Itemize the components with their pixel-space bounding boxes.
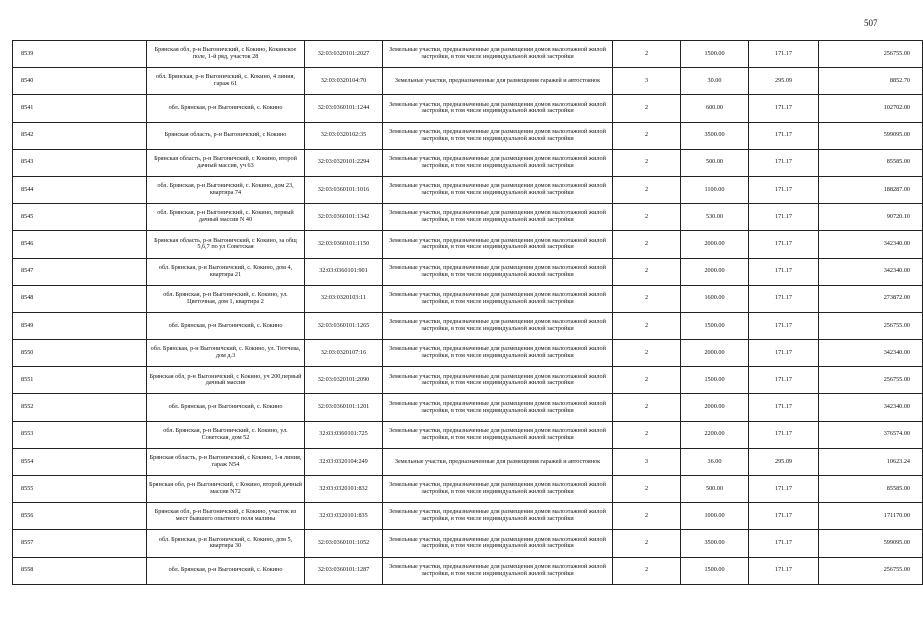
- specific-value-cell: 171.17: [749, 231, 819, 258]
- cadastral-value-cell: 342340.00: [819, 340, 923, 367]
- row-number-cell: 8548: [13, 285, 147, 312]
- group-cell: 2: [613, 421, 681, 448]
- group-cell: 2: [613, 340, 681, 367]
- address-cell: обл. Брянская, р-н Выгоничский, с. Кокино: [147, 557, 305, 584]
- table-body: [13, 41, 923, 585]
- cadastral-number-cell: 32:03:0360101:1201: [305, 394, 383, 421]
- cadastral-value-cell: 342340.00: [819, 231, 923, 258]
- cadastral-value-cell: 171170.00: [819, 503, 923, 530]
- cadastral-value-cell: 256755.00: [819, 557, 923, 584]
- area-cell: 1100.00: [681, 176, 749, 203]
- permitted-use-cell: Земельные участки, предназначенные для размещения гаражей и автостоянок: [383, 68, 613, 95]
- address-cell: Брянская обл, р-н Выгоничский, с Кокино, участок из мест бывшего опытного поля малины: [147, 503, 305, 530]
- group-cell: 2: [613, 204, 681, 231]
- row-number-cell: 8552: [13, 394, 147, 421]
- cadastral-value-table: [12, 40, 923, 585]
- specific-value-cell: 171.17: [749, 340, 819, 367]
- page-number: 507: [864, 18, 878, 28]
- cadastral-value-cell: 85585.00: [819, 476, 923, 503]
- table-row: [13, 448, 923, 475]
- address-cell: обл. Брянская, р-н Выгоничский, с. Кокино, ул. Тютчева, дом д.3: [147, 340, 305, 367]
- area-cell: 600.00: [681, 95, 749, 122]
- cadastral-value-cell: 90720.10: [819, 204, 923, 231]
- group-cell: 2: [613, 258, 681, 285]
- address-cell: Брянская обл, р-н Выгоничский, с Кокино, уч 200,первый дачный массив: [147, 367, 305, 394]
- row-number-cell: 8539: [13, 41, 147, 68]
- area-cell: 30.00: [681, 68, 749, 95]
- address-cell: обл. Брянская, р-н Выгоничский, с. Кокино: [147, 312, 305, 339]
- permitted-use-cell: Земельные участки, предназначенные для размещения домов малоэтажной жилой застройки, в том числе индивидуальной жилой застройки: [383, 503, 613, 530]
- table-row: [13, 503, 923, 530]
- row-number-cell: 8553: [13, 421, 147, 448]
- address-cell: обл. Брянская, р-н Выгоничский, с. Кокино, дом 4, квартира 21: [147, 258, 305, 285]
- permitted-use-cell: Земельные участки, предназначенные для размещения домов малоэтажной жилой застройки, в том числе индивидуальной жилой застройки: [383, 557, 613, 584]
- specific-value-cell: 171.17: [749, 367, 819, 394]
- specific-value-cell: 171.17: [749, 557, 819, 584]
- area-cell: 2000.00: [681, 394, 749, 421]
- area-cell: 3500.00: [681, 530, 749, 557]
- area-cell: 1500.00: [681, 312, 749, 339]
- permitted-use-cell: Земельные участки, предназначенные для размещения домов малоэтажной жилой застройки, в том числе индивидуальной жилой застройки: [383, 95, 613, 122]
- table-row: [13, 394, 923, 421]
- cadastral-value-cell: 8852.70: [819, 68, 923, 95]
- row-number-cell: 8555: [13, 476, 147, 503]
- row-number-cell: 8547: [13, 258, 147, 285]
- area-cell: 1000.00: [681, 503, 749, 530]
- cadastral-number-cell: 32:03:0320101:2027: [305, 41, 383, 68]
- area-cell: 500.00: [681, 476, 749, 503]
- group-cell: 2: [613, 41, 681, 68]
- specific-value-cell: 171.17: [749, 176, 819, 203]
- permitted-use-cell: Земельные участки, предназначенные для размещения домов малоэтажной жилой застройки, в том числе индивидуальной жилой застройки: [383, 231, 613, 258]
- area-cell: 500.00: [681, 149, 749, 176]
- permitted-use-cell: Земельные участки, предназначенные для размещения домов малоэтажной жилой застройки, в том числе индивидуальной жилой застройки: [383, 149, 613, 176]
- row-number-cell: 8557: [13, 530, 147, 557]
- area-cell: 36.00: [681, 448, 749, 475]
- cadastral-number-cell: 32:03:0360101:1244: [305, 95, 383, 122]
- permitted-use-cell: Земельные участки, предназначенные для размещения гаражей и автостоянок: [383, 448, 613, 475]
- permitted-use-cell: Земельные участки, предназначенные для размещения домов малоэтажной жилой застройки, в том числе индивидуальной жилой застройки: [383, 476, 613, 503]
- permitted-use-cell: Земельные участки, предназначенные для размещения домов малоэтажной жилой застройки, в том числе индивидуальной жилой застройки: [383, 176, 613, 203]
- cadastral-value-cell: 102702.00: [819, 95, 923, 122]
- area-cell: 2000.00: [681, 340, 749, 367]
- permitted-use-cell: Земельные участки, предназначенные для размещения домов малоэтажной жилой застройки, в том числе индивидуальной жилой застройки: [383, 204, 613, 231]
- area-cell: 3500.00: [681, 122, 749, 149]
- cadastral-value-cell: 256755.00: [819, 312, 923, 339]
- group-cell: 2: [613, 122, 681, 149]
- group-cell: 2: [613, 149, 681, 176]
- area-cell: 2200.00: [681, 421, 749, 448]
- table-row: [13, 95, 923, 122]
- address-cell: обл. Брянская, р-н Выгоничский, с. Кокино, 4 линия, гараж 61: [147, 68, 305, 95]
- row-number-cell: 8550: [13, 340, 147, 367]
- row-number-cell: 8556: [13, 503, 147, 530]
- row-number-cell: 8545: [13, 204, 147, 231]
- specific-value-cell: 171.17: [749, 258, 819, 285]
- cadastral-number-cell: 32:03:0320101:2294: [305, 149, 383, 176]
- group-cell: 3: [613, 68, 681, 95]
- cadastral-number-cell: 32:03:0320101:835: [305, 503, 383, 530]
- cadastral-number-cell: 32:03:0360101:1150: [305, 231, 383, 258]
- address-cell: обл. Брянская, р-н Выгоничский, с. Кокино, ул. Цветочная, дом 1, квартира 2: [147, 285, 305, 312]
- row-number-cell: 8558: [13, 557, 147, 584]
- permitted-use-cell: Земельные участки, предназначенные для размещения домов малоэтажной жилой застройки, в том числе индивидуальной жилой застройки: [383, 340, 613, 367]
- address-cell: Брянская обл, р-н Выгоничский, с Кокино, Кокинское поле, 1-й ряд, участок 28: [147, 41, 305, 68]
- table-row: [13, 421, 923, 448]
- cadastral-number-cell: 32:03:0320104:70: [305, 68, 383, 95]
- group-cell: 2: [613, 476, 681, 503]
- permitted-use-cell: Земельные участки, предназначенные для размещения домов малоэтажной жилой застройки, в том числе индивидуальной жилой застройки: [383, 258, 613, 285]
- cadastral-number-cell: 32:03:0320101:832: [305, 476, 383, 503]
- specific-value-cell: 171.17: [749, 503, 819, 530]
- table-row: [13, 285, 923, 312]
- address-cell: Брянская область, р-н Выгоничский, с Кокино, 1-я линия, гараж N54: [147, 448, 305, 475]
- table-row: [13, 41, 923, 68]
- area-cell: 2000.00: [681, 258, 749, 285]
- permitted-use-cell: Земельные участки, предназначенные для размещения домов малоэтажной жилой застройки, в том числе индивидуальной жилой застройки: [383, 394, 613, 421]
- group-cell: 2: [613, 557, 681, 584]
- area-cell: 1500.00: [681, 367, 749, 394]
- cadastral-number-cell: 32:03:0320103:11: [305, 285, 383, 312]
- address-cell: обл. Брянская, р-н Выгоничский, с. Кокино, первый дачный массив N 40: [147, 204, 305, 231]
- cadastral-value-cell: 342340.00: [819, 394, 923, 421]
- area-cell: 1500.00: [681, 557, 749, 584]
- address-cell: обл. Брянская, р-н Выгоничский, с. Кокино: [147, 95, 305, 122]
- specific-value-cell: 171.17: [749, 149, 819, 176]
- specific-value-cell: 171.17: [749, 394, 819, 421]
- area-cell: 2000.00: [681, 231, 749, 258]
- cadastral-value-cell: 376574.00: [819, 421, 923, 448]
- row-number-cell: 8554: [13, 448, 147, 475]
- group-cell: 2: [613, 231, 681, 258]
- specific-value-cell: 171.17: [749, 421, 819, 448]
- table-row: [13, 149, 923, 176]
- cadastral-number-cell: 32:03:0360101:1016: [305, 176, 383, 203]
- specific-value-cell: 171.17: [749, 285, 819, 312]
- group-cell: 2: [613, 95, 681, 122]
- group-cell: 2: [613, 176, 681, 203]
- specific-value-cell: 171.17: [749, 312, 819, 339]
- cadastral-number-cell: 32:03:0360101:1287: [305, 557, 383, 584]
- row-number-cell: 8542: [13, 122, 147, 149]
- table-row: [13, 312, 923, 339]
- permitted-use-cell: Земельные участки, предназначенные для размещения домов малоэтажной жилой застройки, в том числе индивидуальной жилой застройки: [383, 122, 613, 149]
- table-row: [13, 231, 923, 258]
- cadastral-number-cell: 32:03:0360101:1265: [305, 312, 383, 339]
- table-row: [13, 122, 923, 149]
- row-number-cell: 8544: [13, 176, 147, 203]
- specific-value-cell: 171.17: [749, 95, 819, 122]
- area-cell: 1600.00: [681, 285, 749, 312]
- specific-value-cell: 171.17: [749, 204, 819, 231]
- table-row: [13, 367, 923, 394]
- cadastral-number-cell: 32:03:0360101:901: [305, 258, 383, 285]
- area-cell: 530.00: [681, 204, 749, 231]
- permitted-use-cell: Земельные участки, предназначенные для размещения домов малоэтажной жилой застройки, в том числе индивидуальной жилой застройки: [383, 367, 613, 394]
- cadastral-value-cell: 256755.00: [819, 41, 923, 68]
- permitted-use-cell: Земельные участки, предназначенные для размещения домов малоэтажной жилой застройки, в том числе индивидуальной жилой застройки: [383, 41, 613, 68]
- group-cell: 2: [613, 312, 681, 339]
- table-row: [13, 557, 923, 584]
- row-number-cell: 8543: [13, 149, 147, 176]
- table-row: [13, 176, 923, 203]
- permitted-use-cell: Земельные участки, предназначенные для размещения домов малоэтажной жилой застройки, в том числе индивидуальной жилой застройки: [383, 530, 613, 557]
- address-cell: Брянская область, р-н Выгоничский, с Кокино, второй дачный массив, уч 63: [147, 149, 305, 176]
- table-row: [13, 530, 923, 557]
- area-cell: 1500.00: [681, 41, 749, 68]
- table-row: [13, 476, 923, 503]
- row-number-cell: 8549: [13, 312, 147, 339]
- row-number-cell: 8546: [13, 231, 147, 258]
- cadastral-number-cell: 32:03:0360101:1342: [305, 204, 383, 231]
- cadastral-number-cell: 32:03:0360101:1052: [305, 530, 383, 557]
- cadastral-value-cell: 599095.00: [819, 122, 923, 149]
- cadastral-number-cell: 32:03:0320107:16: [305, 340, 383, 367]
- cadastral-number-cell: 32:03:0360101:725: [305, 421, 383, 448]
- cadastral-value-cell: 342340.00: [819, 258, 923, 285]
- group-cell: 2: [613, 285, 681, 312]
- cadastral-number-cell: 32:03:0320104:249: [305, 448, 383, 475]
- specific-value-cell: 171.17: [749, 476, 819, 503]
- permitted-use-cell: Земельные участки, предназначенные для размещения домов малоэтажной жилой застройки, в том числе индивидуальной жилой застройки: [383, 421, 613, 448]
- specific-value-cell: 295.09: [749, 448, 819, 475]
- permitted-use-cell: Земельные участки, предназначенные для размещения домов малоэтажной жилой застройки, в том числе индивидуальной жилой застройки: [383, 285, 613, 312]
- cadastral-value-cell: 85585.00: [819, 149, 923, 176]
- cadastral-value-cell: 599095.00: [819, 530, 923, 557]
- specific-value-cell: 171.17: [749, 530, 819, 557]
- group-cell: 2: [613, 503, 681, 530]
- cadastral-value-cell: 256755.00: [819, 367, 923, 394]
- address-cell: Брянская область, р-н Выгоничский, с Кокино: [147, 122, 305, 149]
- address-cell: Брянская область, р-н Выгоничский, с Кокино, за общ 5,6,7 по ул Советская: [147, 231, 305, 258]
- table-row: [13, 258, 923, 285]
- permitted-use-cell: Земельные участки, предназначенные для размещения домов малоэтажной жилой застройки, в том числе индивидуальной жилой застройки: [383, 312, 613, 339]
- address-cell: обл. Брянская, р-н Выгоничский, с. Кокино, ул. Советская, дом 52: [147, 421, 305, 448]
- row-number-cell: 8551: [13, 367, 147, 394]
- table-row: [13, 204, 923, 231]
- cadastral-value-cell: 10623.24: [819, 448, 923, 475]
- cadastral-number-cell: 32:03:0320102:35: [305, 122, 383, 149]
- cadastral-value-cell: 273872.00: [819, 285, 923, 312]
- row-number-cell: 8541: [13, 95, 147, 122]
- address-cell: Брянская обл, р-н Выгоничский, с Кокино, второй дачный массив N72: [147, 476, 305, 503]
- group-cell: 2: [613, 367, 681, 394]
- table-row: [13, 68, 923, 95]
- specific-value-cell: 171.17: [749, 41, 819, 68]
- group-cell: 2: [613, 530, 681, 557]
- specific-value-cell: 171.17: [749, 122, 819, 149]
- cadastral-value-cell: 188287.00: [819, 176, 923, 203]
- group-cell: 2: [613, 394, 681, 421]
- row-number-cell: 8540: [13, 68, 147, 95]
- table-row: [13, 340, 923, 367]
- address-cell: обл. Брянская, р-н Выгоничский, с. Кокино, дом 23, квартира 74: [147, 176, 305, 203]
- address-cell: обл. Брянская, р-н Выгоничский, с. Кокино, дом 5, квартира 30: [147, 530, 305, 557]
- address-cell: обл. Брянская, р-н Выгоничский, с. Кокино: [147, 394, 305, 421]
- specific-value-cell: 295.09: [749, 68, 819, 95]
- group-cell: 3: [613, 448, 681, 475]
- cadastral-number-cell: 32:03:0320101:2090: [305, 367, 383, 394]
